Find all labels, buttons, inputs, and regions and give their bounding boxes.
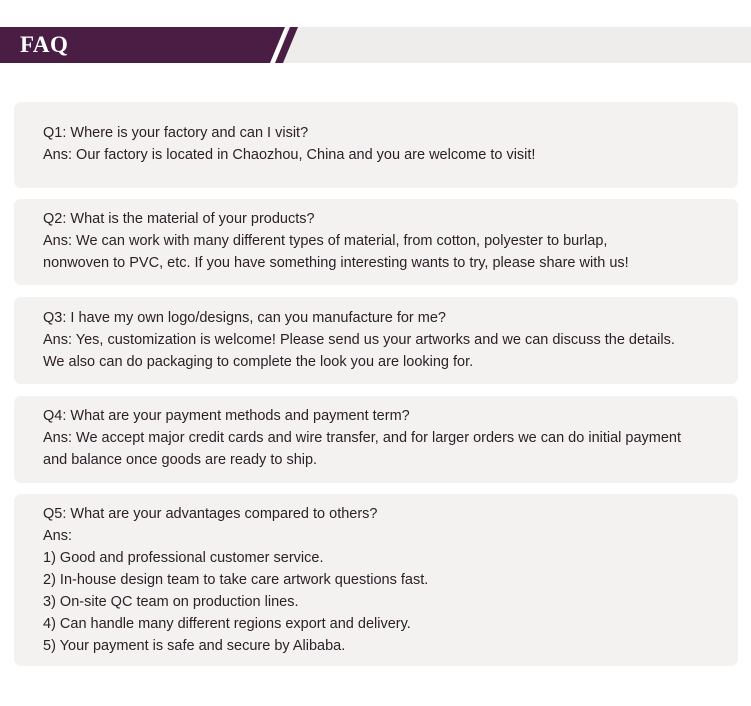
faq-answer-line: Ans: We accept major credit cards and wire transfer, and for larger orders we can do initial payment: [43, 430, 682, 446]
faq-answer-line: Ans: Our factory is located in Chaozhou, China and you are welcome to visit!: [43, 147, 536, 163]
faq-answer-line: Ans: Yes, customization is welcome! Please send us your artworks and we can discuss the details.: [43, 332, 675, 348]
header-banner-graphic: [0, 27, 751, 63]
header-light-band: [277, 27, 751, 63]
faq-answer-line: 3) On-site QC team on production lines.: [43, 594, 299, 610]
faq-question: Q5: What are your advantages compared to others?: [43, 506, 378, 522]
faq-answer-line: We also can do packaging to complete the look you are looking for.: [43, 354, 474, 370]
faq-item-3: [14, 297, 738, 384]
page-title: FAQ: [20, 32, 69, 57]
faq-question: Q1: Where is your factory and can I visit?: [43, 125, 309, 141]
faq-item-5: [14, 494, 738, 666]
faq-answer-line: nonwoven to PVC, etc. If you have something interesting wants to try, please share with us!: [43, 255, 629, 271]
faq-answer-line: Ans:: [43, 528, 73, 544]
faq-header: [0, 27, 751, 63]
faq-question: Q2: What is the material of your products?: [43, 211, 315, 227]
faq-answer-line: 1) Good and professional customer service.: [43, 550, 324, 566]
faq-answer-line: and balance once goods are ready to ship.: [43, 452, 318, 468]
faq-question: Q3: I have my own logo/designs, can you manufacture for me?: [43, 310, 446, 326]
faq-item-4: [14, 396, 738, 483]
faq-item-1: [14, 102, 738, 188]
faq-answer-line: 2) In-house design team to take care artwork questions fast.: [43, 572, 429, 588]
faq-question: Q4: What are your payment methods and payment term?: [43, 408, 410, 424]
faq-answer-line: 5) Your payment is safe and secure by Alibaba.: [43, 638, 346, 654]
faq-answer-line: 4) Can handle many different regions export and delivery.: [43, 616, 411, 632]
faq-item-2: [14, 199, 738, 285]
faq-answer-line: Ans: We can work with many different types of material, from cotton, polyester to burlap,: [43, 233, 608, 249]
